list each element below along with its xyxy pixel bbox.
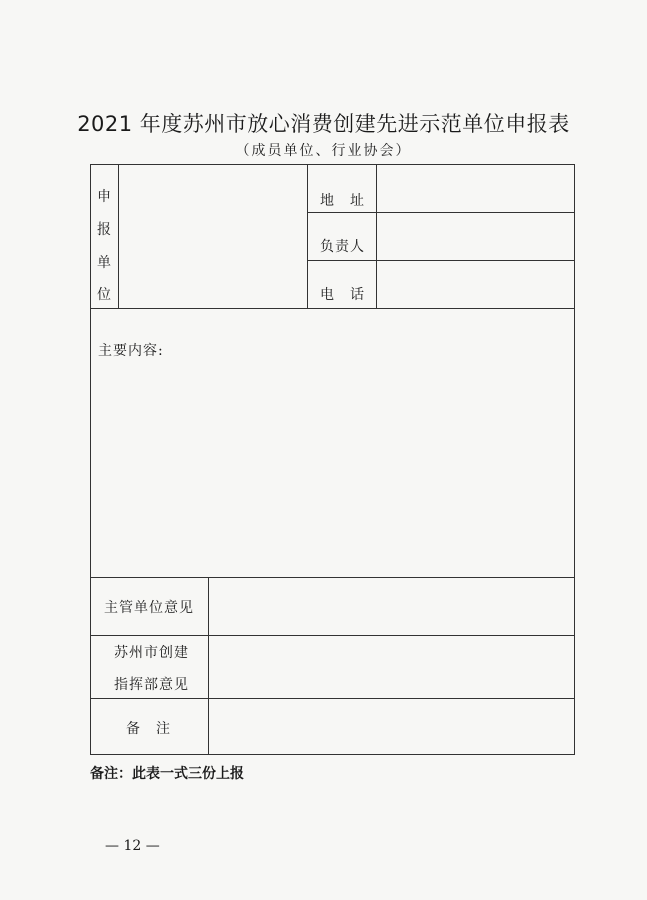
- responsible-person-label: 负责人: [320, 239, 365, 255]
- responsible-person-field[interactable]: [377, 213, 574, 260]
- applicant-unit-label-char: 申: [97, 189, 111, 205]
- form-title: 2021 年度苏州市放心消费创建先进示范单位申报表: [77, 112, 570, 136]
- footnote: 备注：此表一式三份上报: [90, 766, 244, 782]
- city-hq-opinion-label-line1: 苏州市创建: [114, 645, 189, 661]
- remarks-label: 备 注: [126, 721, 171, 737]
- address-label: 地 址: [320, 193, 365, 209]
- phone-label: 电 话: [320, 287, 365, 303]
- applicant-unit-label-char: 位: [97, 287, 111, 303]
- table-border-bottom: [90, 754, 575, 755]
- applicant-unit-field[interactable]: [119, 165, 307, 308]
- form-subtitle: （成员单位、行业协会）: [235, 143, 412, 159]
- application-form-table: [90, 164, 575, 755]
- applicant-unit-label-char: 单: [97, 255, 111, 271]
- page-number: — 12 —: [105, 838, 160, 854]
- supervisor-opinion-label: 主管单位意见: [104, 600, 194, 616]
- divider-vertical: [307, 164, 308, 308]
- supervisor-opinion-field[interactable]: [209, 578, 574, 635]
- table-border-right: [574, 164, 575, 755]
- main-content-label: 主要内容:: [98, 343, 164, 359]
- city-hq-opinion-label-line2: 指挥部意见: [114, 677, 189, 693]
- remarks-field[interactable]: [209, 699, 574, 754]
- city-hq-opinion-field[interactable]: [209, 636, 574, 698]
- phone-field[interactable]: [377, 261, 574, 308]
- main-content-field[interactable]: [91, 309, 574, 577]
- applicant-unit-label-char: 报: [97, 222, 111, 238]
- address-field[interactable]: [377, 165, 574, 212]
